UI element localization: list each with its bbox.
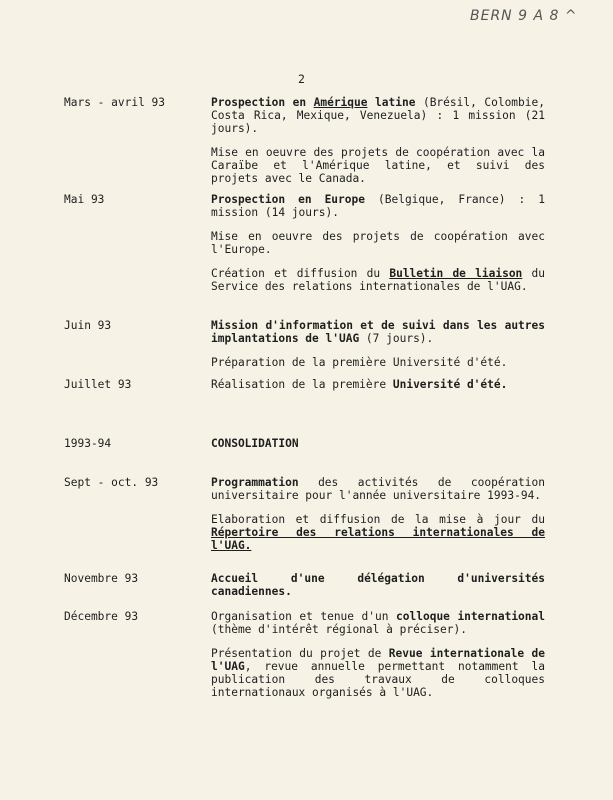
entry-paragraph (211, 572, 545, 598)
entry-paragraph (211, 96, 545, 135)
text-segment: latine (367, 96, 416, 109)
text-segment: (7 jours). (359, 332, 434, 345)
entry-paragraph (211, 610, 545, 636)
entry-content (211, 437, 545, 450)
entry-content (211, 572, 545, 598)
entry-content (211, 193, 545, 293)
entry-date: Sept - oct. 93 (64, 476, 159, 489)
entry-content (211, 319, 545, 369)
entry-paragraph (211, 513, 545, 552)
text-segment: Préparation de la première Université d'été. (211, 356, 508, 369)
entry-date: Juillet 93 (64, 378, 132, 391)
entry-paragraph (211, 319, 545, 345)
text-segment: Revue internationale de l'UAG (211, 647, 545, 673)
text-segment: Elaboration et diffusion de la mise à jour du (211, 513, 545, 526)
text-segment: Mise en oeuvre des projets de coopération avec la Caraïbe et l'Amérique latine, et suivi des projets avec le Canada. (211, 146, 545, 185)
faded-stamp (30, 4, 120, 18)
text-segment: Répertoire des relations internationales de l'UAG. (211, 526, 545, 552)
entry-paragraph (211, 146, 545, 185)
text-segment: , revue annuelle permettant notamment la publication des travaux de colloques internationaux organisés à l'UAG. (211, 660, 545, 699)
entry-content (211, 378, 545, 391)
entry-content (211, 476, 545, 552)
text-segment: Création et diffusion du (211, 267, 390, 280)
entry-date: Novembre 93 (64, 572, 139, 585)
text-segment: Université d'été. (392, 378, 508, 391)
entry-date: Décembre 93 (64, 610, 139, 623)
entry-paragraph (211, 193, 545, 219)
entry-paragraph (211, 476, 545, 502)
text-segment: Présentation du projet de (211, 647, 389, 660)
text-segment: (thème d'intérêt régional à préciser). (211, 623, 467, 636)
text-segment: Amérique (313, 96, 368, 109)
entry-date: Mars - avril 93 (64, 96, 166, 109)
entry-paragraph (211, 230, 545, 256)
text-segment: Prospection en Europe (211, 193, 365, 206)
text-segment: Bulletin de liaison (389, 267, 523, 280)
text-segment: des activités de coopération universitaire pour l'année universitaire 1993-94. (211, 476, 545, 502)
entry-paragraph (211, 378, 545, 391)
text-segment: colloque international (396, 610, 546, 623)
entry-date: Mai 93 (64, 193, 105, 206)
text-segment: CONSOLIDATION (211, 437, 299, 450)
handwritten-reference: BERN 9 A 8 ^ (470, 8, 578, 24)
text-segment: Prospection en (211, 96, 314, 109)
text-segment: (Brésil, Colombie, Costa Rica, Mexique, Venezuela) : 1 mission (21 jours). (211, 96, 545, 135)
entry-content (211, 610, 545, 699)
page-number: 2 (298, 72, 305, 86)
text-segment: Mission d'information et de suivi dans les autres implantations de l'UAG (211, 319, 545, 345)
text-segment: Organisation et tenue d'un (211, 610, 397, 623)
text-segment: (Belgique, France) : 1 mission (14 jours). (211, 193, 545, 219)
entry-paragraph (211, 437, 545, 450)
entry-paragraph (211, 647, 545, 699)
entry-content (211, 96, 545, 185)
text-segment: Mise en oeuvre des projets de coopération avec l'Europe. (211, 230, 545, 256)
entry-date: Juin 93 (64, 319, 112, 332)
entry-paragraph (211, 356, 545, 369)
text-segment: Accueil d'une délégation d'universités canadiennes. (211, 572, 545, 598)
entry-date: 1993-94 (64, 437, 112, 450)
text-segment: Réalisation de la première (211, 378, 393, 391)
text-segment: du Service des relations internationales de l'UAG. (211, 267, 545, 293)
entry-paragraph (211, 267, 545, 293)
text-segment: Programmation (211, 476, 299, 489)
